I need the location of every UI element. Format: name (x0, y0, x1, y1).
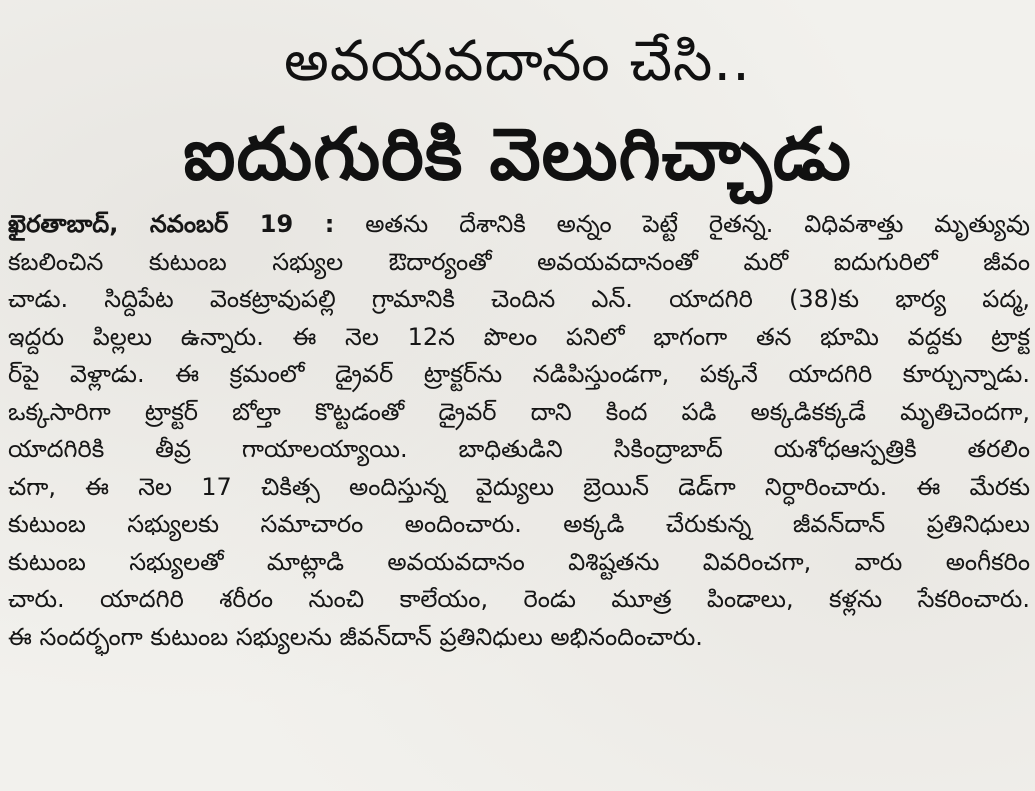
headline-line-1: అవయవదానం చేసి.. (284, 29, 751, 94)
article-line: చాడు. సిద్దిపేట వెంకట్రావుపల్లి గ్రామానికి చెందిన ఎన్. యాదగిరి (38)కు భార్య పద్మ, (8, 285, 1030, 313)
article-line: కబలించిన కుటుంబ సభ్యుల ఔదార్యంతో అవయవదానంతో మరో ఐదుగురిలో జీవం (8, 247, 1030, 276)
article-line-text: అతను దేశానికి అన్నం పెట్టే రైతన్న. విధివశాత్తు మృత్యువు (334, 210, 1030, 238)
article-line: ఈ సందర్భంగా కుటుంబ సభ్యులను జీవన్‌దాన్ ప్రతినిధులు అభినందించారు. (8, 622, 703, 651)
article-line: చారు. యాదగిరి శరీరం నుంచి కాలేయం, రెండు మూత్ర పిండాలు, కళ్లను సేకరించారు. (8, 585, 1030, 613)
article-line: కుటుంబ సభ్యులతో మాట్లాడి అవయవదానం విశిష్టతను వివరించగా, వారు అంగీకరిం (8, 547, 1030, 576)
article-line: కుటుంబ సభ్యులకు సమాచారం అందించారు. అక్కడి చేరుకున్న జీవన్‌దాన్ ప్రతినిధులు (8, 510, 1030, 538)
article-line: ఒక్కసారిగా ట్రాక్టర్ బోల్తా కొట్టడంతో డ్రైవర్ దాని కింద పడి అక్కడికక్కడే మృతిచెందగా, (8, 397, 1030, 426)
article-line: యాదగిరికి తీవ్ర గాయాలయ్యాయి. బాధితుడిని సికింద్రాబాద్ యశోధఆస్పత్రికి తరలిం (8, 435, 1030, 463)
article-line (8, 206, 1030, 244)
article-body (8, 206, 1030, 656)
headline-line-2: ఐదుగురికి వెలుగిచ్చాడు (183, 112, 852, 196)
article-line: ఇద్దరు పిల్లలు ఉన్నారు. ఈ నెల 12న పొలం పనిలో భాగంగా తన భూమి వద్దకు ట్రాక్ట (8, 322, 1030, 351)
article-dateline: ఖైరతాబాద్, నవంబర్ 19 : (8, 210, 335, 238)
article-line: చగా, ఈ నెల 17 చికిత్స అందిస్తున్న వైద్యులు బ్రెయిన్ డెడ్‌గా నిర్ధారించారు. ఈ మేరకు (8, 472, 1030, 501)
article-line: ర్‌పై వెళ్లాడు. ఈ క్రమంలో డ్రైవర్ ట్రాక్టర్‌ను నడిపిస్తుండగా, పక్కనే యాదగిరి కూర్చున్నాడు. (8, 360, 1030, 388)
